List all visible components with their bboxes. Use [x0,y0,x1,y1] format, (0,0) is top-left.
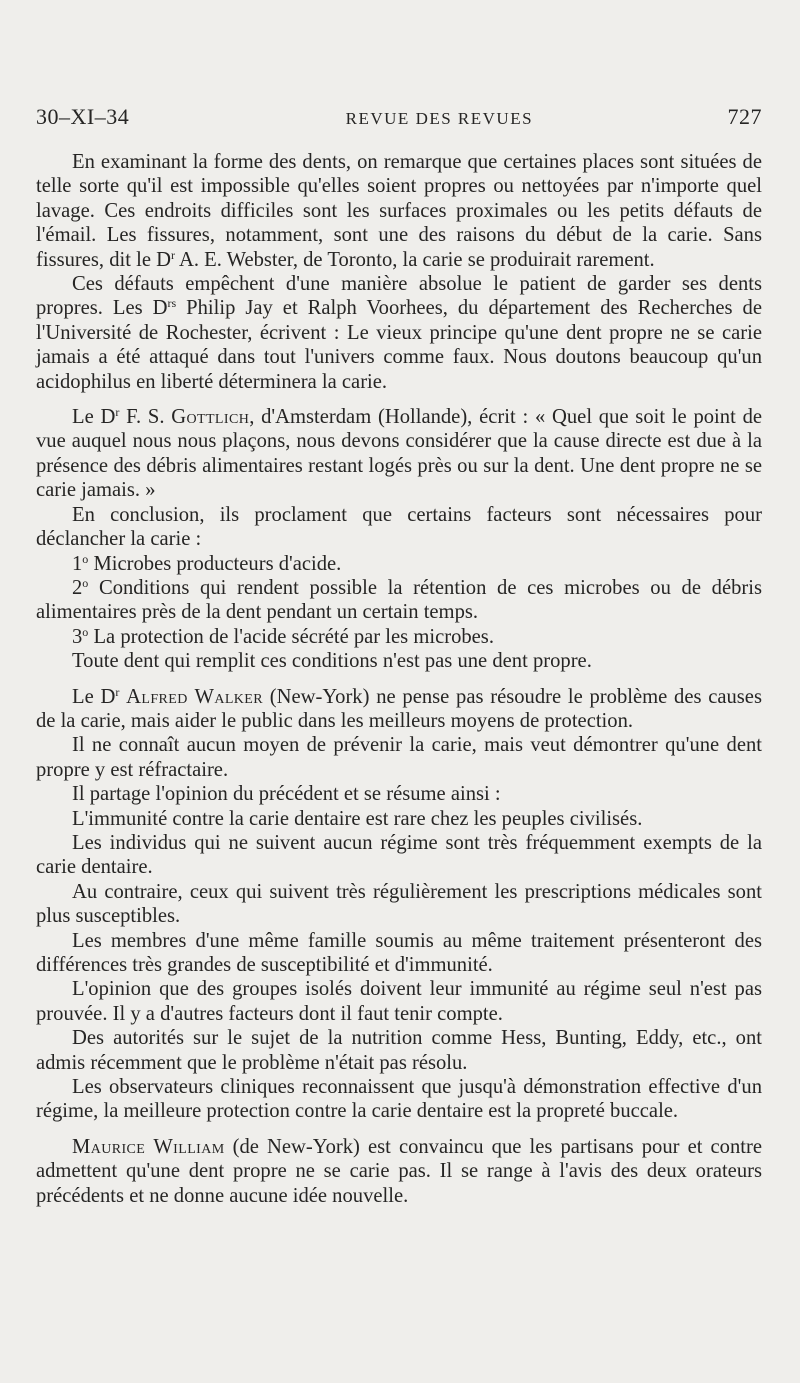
list-item: 1$^o$ Microbes producteurs d'acide. [72,551,342,575]
paragraph: En conclusion, ils proclament que certains facteurs sont nécessaires pour déclancher la carie : [36,503,762,551]
header-journal-title: REVUE DES REVUES [345,109,534,128]
paragraph: Il partage l'opinion du précédent et se résume ainsi : [72,783,501,806]
document-page [36,104,762,1208]
paragraph: Le $D^r$ F. S. Gottlich, d'Amsterdam (Hollande), écrit : « Quel que soit le point de vue auquel nous nous plaçons, nous devons considérer que la cause directe est due à la présence des débris alimentaires restant logés près ou sur la dent. Une dent propre ne se carie jamais. » [36,405,763,502]
paragraph: Il ne connaît aucun moyen de prévenir la carie, mais veut démontrer qu'une dent propre y est réfractaire. [36,734,762,781]
paragraph: Le $D^r$ Alfred Walker (New-York) ne pense pas résoudre le problème des causes de la carie, mais aider le public dans les meilleurs moyens de protection. [36,684,762,732]
paragraph: Maurice William (de New-York) est convaincu que les partisans pour et contre admettent qu'une dent propre ne se carie pas. Il se range à l'avis des deux orateurs précédents et ne donne aucune idée nouvelle. [36,1135,762,1207]
paragraph: Ces défauts empêchent d'une manière absolue le patient de garder ses dents propres. Les $D^{rs}$ Philip Jay et Ralph Voorhees, du département des Recherches de l'Université de Rochester, écrivent : Le vieux principe qu'une dent propre ne se carie jamais a été attaqué dans tout l'univers comme faux. Nous doutons beaucoup qu'un acidophilus en liberté déterminera la carie. [36,273,762,393]
paragraph: En examinant la forme des dents, on remarque que certaines places sont situées de telle sorte qu'il est impossible qu'elles soient propres ou nettoyées par n'importe quel lavage. Ces endroits difficiles sont les surfaces proximales ou les petits défauts de l'émail. Les fissures, notamment, sont une des raisons du début de la carie. Sans fissures, dit le $D^r$ A. E. Webster, de Toronto, la carie se produirait rarement. [36,151,762,271]
article-body [36,150,762,1208]
paragraph: Toute dent qui remplit ces conditions n'est pas une dent propre. [72,650,592,673]
paragraph: Au contraire, ceux qui suivent très régulièrement les prescriptions médicales sont plus susceptibles. [36,880,762,928]
list-item: 3$^o$ La protection de l'acide sécrété par les microbes. [72,624,494,648]
paragraph: Des autorités sur le sujet de la nutrition comme Hess, Bunting, Eddy, etc., ont admis récemment que le problème n'était pas résolu. [36,1027,762,1074]
paragraph: L'opinion que des groupes isolés doivent leur immunité au régime seul n'est pas prouvée. Il y a d'autres facteurs dont il faut tenir compte. [36,978,762,1025]
header-date: 30–XI–34 [36,104,130,129]
header-page-number: 727 [727,104,762,129]
paragraph: Les observateurs cliniques reconnaissent que jusqu'à démonstration effective d'un régime, la meilleure protection contre la carie dentaire est la propreté buccale. [36,1076,762,1123]
paragraph: Les membres d'une même famille soumis au même traitement présenteront des différences très grandes de susceptibilité et d'immunité. [36,929,762,976]
list-item: 2$^o$ Conditions qui rendent possible la rétention de ces microbes ou de débris alimentaires près de la dent pendant un certain temps. [36,575,762,624]
paragraph: L'immunité contre la carie dentaire est rare chez les peuples civilisés. [72,807,643,830]
running-header [36,104,762,130]
paragraph: Les individus qui ne suivent aucun régime sont très fréquemment exempts de la carie dentaire. [36,831,762,879]
